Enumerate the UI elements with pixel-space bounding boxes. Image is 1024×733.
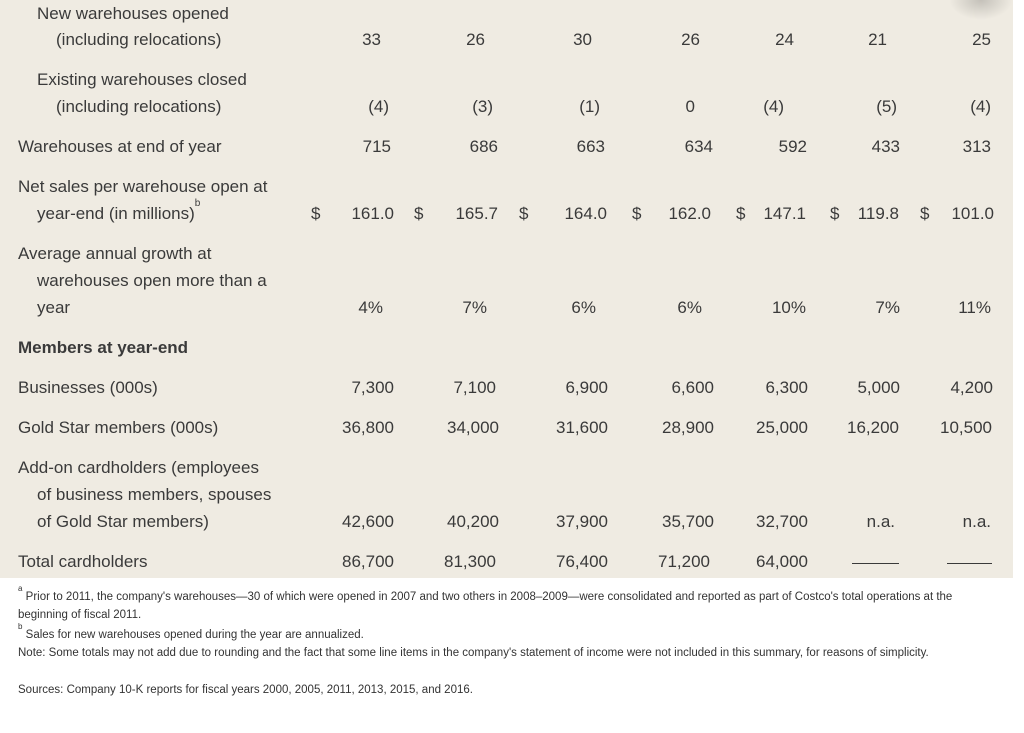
currency-sign: $ (519, 204, 529, 223)
cell-total-1: 86,700 (342, 552, 394, 571)
footnote-note: Note: Some totals may not add due to rounding and the fact that some line items in the company's statement of income were not included in this summary, for reasons of simplicity. (18, 647, 929, 659)
cell-businesses-4: 6,600 (671, 378, 714, 397)
row-label-addon-sub2: of Gold Star members) (37, 512, 209, 531)
cell-avg-growth-3: 6% (571, 298, 596, 317)
cell-existing-closed-5: (4) (763, 97, 784, 116)
row-label-total: Total cardholders (18, 552, 148, 571)
cell-businesses-6: 5,000 (857, 378, 900, 397)
cell-new-warehouses-7: 25 (972, 30, 991, 49)
cell-gold-star-4: 28,900 (662, 418, 714, 437)
row-label-existing-closed-sub: (including relocations) (56, 97, 222, 116)
cell-avg-growth-6: 7% (875, 298, 900, 317)
cell-businesses-2: 7,100 (453, 378, 496, 397)
cell-warehouses-end-7: 313 (962, 137, 991, 156)
cell-new-warehouses-2: 26 (466, 30, 485, 49)
cell-avg-growth-1: 4% (358, 298, 383, 317)
row-label-avg-growth-sub: warehouses open more than a (37, 271, 267, 290)
cell-existing-closed-2: (3) (472, 97, 493, 116)
cell-warehouses-end-5: 592 (778, 137, 807, 156)
cell-total-3: 76,400 (556, 552, 608, 571)
cell-businesses-3: 6,900 (565, 378, 608, 397)
section-header-members: Members at year-end (18, 338, 189, 357)
empty-cell-dash (947, 563, 992, 564)
row-label-addon-sub: of business members, spouses (37, 485, 272, 504)
row-label-new-warehouses: New warehouses opened (37, 4, 229, 23)
cell-net-sales-6: 119.8 (857, 204, 899, 223)
row-label-avg-growth-sub2: year (37, 298, 71, 317)
cell-addon-3: 37,900 (556, 512, 608, 531)
cell-addon-7: n.a. (962, 512, 991, 531)
cell-net-sales-7: 101.0 (951, 204, 994, 223)
currency-sign: $ (632, 204, 642, 223)
currency-sign: $ (920, 204, 930, 223)
cell-gold-star-1: 36,800 (342, 418, 394, 437)
cell-net-sales-4: 162.0 (668, 204, 711, 223)
currency-sign: $ (311, 204, 321, 223)
cell-gold-star-6: 16,200 (847, 418, 899, 437)
row-label-warehouses-end: Warehouses at end of year (18, 137, 222, 156)
footnote-mark-b: b (18, 622, 23, 632)
cell-gold-star-7: 10,500 (940, 418, 992, 437)
cell-net-sales-1: 161.0 (351, 204, 394, 223)
cell-avg-growth-7: 11% (958, 298, 991, 317)
scroll-shadow (949, 0, 1013, 20)
row-label-avg-growth: Average annual growth at (18, 244, 212, 263)
cell-new-warehouses-4: 26 (681, 30, 700, 49)
cell-addon-6: n.a. (866, 512, 895, 531)
cell-addon-4: 35,700 (662, 512, 714, 531)
row-label-businesses: Businesses (000s) (18, 378, 158, 397)
cell-net-sales-3: 164.0 (564, 204, 607, 223)
cell-businesses-1: 7,300 (351, 378, 394, 397)
cell-existing-closed-6: (5) (876, 97, 897, 116)
cell-businesses-7: 4,200 (950, 378, 993, 397)
row-label-existing-closed: Existing warehouses closed (37, 70, 247, 89)
cell-addon-2: 40,200 (447, 512, 499, 531)
cell-businesses-5: 6,300 (765, 378, 808, 397)
cell-warehouses-end-6: 433 (871, 137, 900, 156)
cell-warehouses-end-3: 663 (576, 137, 605, 156)
cell-total-5: 64,000 (756, 552, 808, 571)
footnote-b: $^b$ Sales for new warehouses opened during the year are annualized. (18, 622, 364, 641)
cell-addon-5: 32,700 (756, 512, 808, 531)
row-label-new-warehouses-sub: (including relocations) (56, 30, 222, 49)
cell-net-sales-5: 147.1 (763, 204, 806, 223)
footnote-mark-a: a (18, 584, 23, 594)
row-label-gold-star: Gold Star members (000s) (18, 418, 219, 437)
row-label-addon: Add-on cardholders (employees (18, 458, 259, 477)
cell-avg-growth-4: 6% (677, 298, 702, 317)
row-label-net-sales: Net sales per warehouse open at (18, 177, 268, 196)
footnote-mark-b: b (194, 198, 201, 210)
empty-cell-dash (852, 563, 899, 564)
cell-new-warehouses-6: 21 (868, 30, 887, 49)
row-label-net-sales-sub: year-end (in millions)$^b$ (37, 198, 201, 223)
cell-gold-star-3: 31,600 (556, 418, 608, 437)
cell-addon-1: 42,600 (342, 512, 394, 531)
footnote-a: $^a$ Prior to 2011, the company's warehouses—30 of which were opened in 2007 and two others in 2008–2009—were consolidated and reported as part of Costco's total operations at the beginning of fiscal 2011. (18, 584, 953, 621)
cell-total-2: 81,300 (444, 552, 496, 571)
cell-warehouses-end-1: 715 (362, 137, 391, 156)
cell-gold-star-5: 25,000 (756, 418, 808, 437)
cell-existing-closed-4: 0 (685, 97, 695, 116)
cell-warehouses-end-2: 686 (469, 137, 498, 156)
currency-sign: $ (414, 204, 424, 223)
currency-sign: $ (830, 204, 840, 223)
currency-sign: $ (736, 204, 746, 223)
cell-gold-star-2: 34,000 (447, 418, 499, 437)
cell-new-warehouses-5: 24 (775, 30, 794, 49)
cell-new-warehouses-3: 30 (573, 30, 592, 49)
footnote-sources: Sources: Company 10-K reports for fiscal years 2000, 2005, 2011, 2013, 2015, and 2016. (18, 684, 473, 696)
cell-total-4: 71,200 (658, 552, 710, 571)
cell-new-warehouses-1: 33 (362, 30, 381, 49)
cell-existing-closed-1: (4) (368, 97, 389, 116)
cell-avg-growth-5: 10% (771, 298, 806, 317)
cell-existing-closed-3: (1) (579, 97, 600, 116)
cell-existing-closed-7: (4) (970, 97, 991, 116)
cell-net-sales-2: 165.7 (455, 204, 498, 223)
cell-avg-growth-2: 7% (462, 298, 487, 317)
cell-warehouses-end-4: 634 (684, 137, 713, 156)
